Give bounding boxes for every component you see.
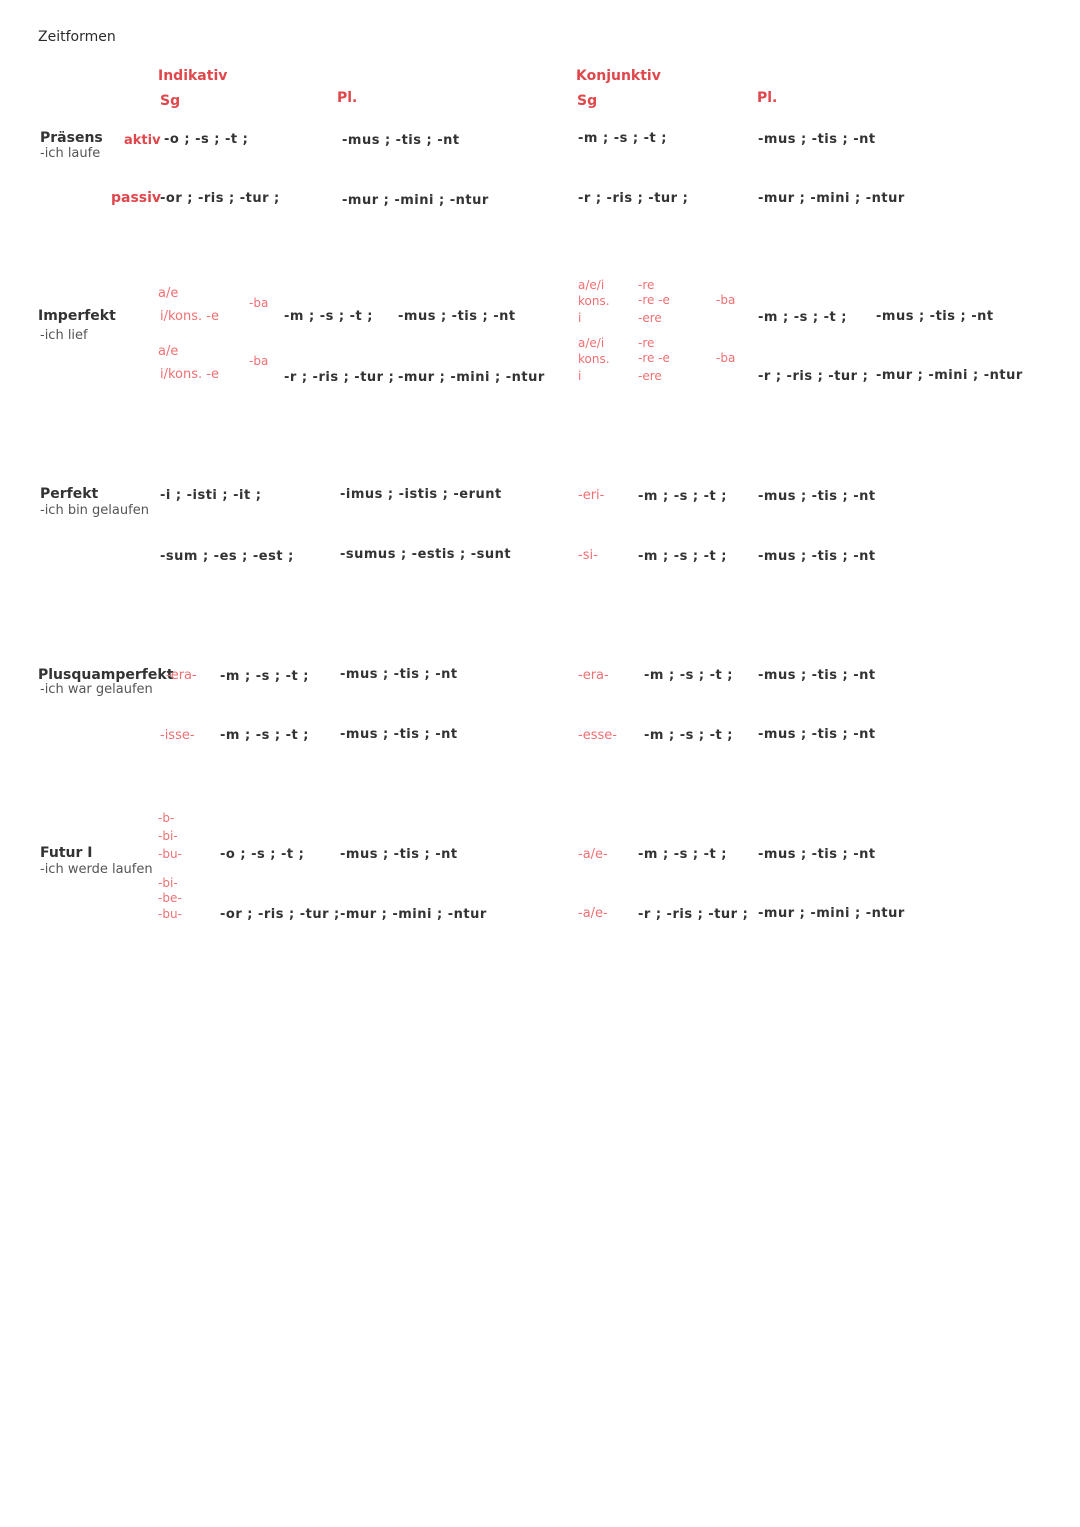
sg-header-konjunktiv: Sg	[577, 93, 598, 109]
plusquamperfekt-ind-passiv-pl: -mus ; -tis ; -nt	[340, 727, 458, 742]
plusquamperfekt-konj-aktiv-pl: -mus ; -tis ; -nt	[758, 668, 876, 683]
futur-ind-aktiv-pl: -mus ; -tis ; -nt	[340, 847, 458, 862]
perfekt-konj-marker-1: -eri-	[578, 488, 605, 503]
perfekt-ind-aktiv-pl: -imus ; -istis ; -erunt	[340, 487, 502, 502]
voice-label-aktiv: aktiv	[124, 133, 161, 148]
imperfekt-konj-re-1b: -re -e	[638, 293, 670, 307]
praesens-ind-aktiv-pl: -mus ; -tis ; -nt	[342, 133, 460, 148]
imperfekt-konj-re-2a: -re	[638, 336, 655, 350]
praesens-ind-aktiv-sg: -o ; -s ; -t ;	[164, 132, 249, 147]
imperfekt-konj-stem-1b: kons.	[578, 294, 610, 308]
pl-header-konjunktiv: Pl.	[757, 90, 778, 106]
imperfekt-konj-stem-2c: i	[578, 369, 582, 383]
imperfekt-konj-passiv-pl: -mur ; -mini ; -ntur	[876, 368, 1023, 383]
futur-marker-2a: -bi-	[158, 876, 178, 890]
futur-marker-1a: -b-	[158, 811, 175, 825]
futur-ind-passiv-pl: -mur ; -mini ; -ntur	[340, 907, 487, 922]
perfekt-konj-aktiv-sg: -m ; -s ; -t ;	[638, 489, 727, 504]
futur-marker-2c: -bu-	[158, 907, 182, 921]
tense-sub-futur: -ich werde laufen	[40, 862, 153, 877]
imperfekt-konj-stem-2b: kons.	[578, 352, 610, 366]
imperfekt-konj-stem-1c: i	[578, 311, 582, 325]
perfekt-ind-aktiv-sg: -i ; -isti ; -it ;	[160, 488, 262, 503]
praesens-ind-passiv-pl: -mur ; -mini ; -ntur	[342, 193, 489, 208]
perfekt-ind-passiv-pl: -sumus ; -estis ; -sunt	[340, 547, 512, 562]
futur-konj-aktiv-pl: -mus ; -tis ; -nt	[758, 847, 876, 862]
imperfekt-konj-stem-2a: a/e/i	[578, 336, 605, 350]
imperfekt-konj-aktiv-pl: -mus ; -tis ; -nt	[876, 309, 994, 324]
imperfekt-ind-cons-1: i/kons. -e	[160, 309, 219, 324]
tense-label-plusquamperfekt: Plusquamperfekt	[38, 667, 174, 683]
futur-konj-passiv-sg: -r ; -ris ; -tur ;	[638, 907, 749, 922]
plusquamperfekt-konj-marker-1: -era-	[578, 668, 609, 683]
plusquamperfekt-konj-passiv-pl: -mus ; -tis ; -nt	[758, 727, 876, 742]
plusquamperfekt-konj-passiv-sg: -m ; -s ; -t ;	[644, 728, 733, 743]
futur-marker-2b: -be-	[158, 891, 182, 905]
futur-konj-passiv-pl: -mur ; -mini ; -ntur	[758, 906, 905, 921]
imperfekt-ind-passiv-pl: -mur ; -mini ; -ntur	[398, 370, 545, 385]
imperfekt-ind-aktiv-pl: -mus ; -tis ; -nt	[398, 309, 516, 324]
tense-sub-imperfekt: -ich lief	[40, 328, 88, 343]
praesens-konj-passiv-pl: -mur ; -mini ; -ntur	[758, 191, 905, 206]
futur-marker-1b: -bi-	[158, 829, 178, 843]
imperfekt-ind-ba-2: -ba	[249, 354, 269, 368]
imperfekt-ind-cons-2: i/kons. -e	[160, 367, 219, 382]
perfekt-konj-marker-2: -si-	[578, 548, 598, 563]
praesens-konj-aktiv-pl: -mus ; -tis ; -nt	[758, 132, 876, 147]
plusquamperfekt-konj-aktiv-sg: -m ; -s ; -t ;	[644, 668, 733, 683]
imperfekt-konj-ba-2: -ba	[716, 351, 736, 365]
praesens-ind-passiv-sg: -or ; -ris ; -tur ;	[160, 191, 280, 206]
imperfekt-ind-vowel-2: a/e	[158, 344, 179, 359]
tense-sub-perfekt: -ich bin gelaufen	[40, 503, 149, 518]
imperfekt-konj-re-2b: -re -e	[638, 351, 670, 365]
imperfekt-konj-stem-1a: a/e/i	[578, 278, 605, 292]
plusquamperfekt-ind-aktiv-pl: -mus ; -tis ; -nt	[340, 667, 458, 682]
futur-konj-marker-2: -a/e-	[578, 906, 608, 921]
indikativ-header: Indikativ	[158, 68, 228, 84]
tense-sub-plusquamperfekt: -ich war gelaufen	[40, 682, 153, 697]
tense-label-futur: Futur I	[40, 845, 93, 861]
plusquamperfekt-ind-passiv-sg: -m ; -s ; -t ;	[220, 728, 309, 743]
pl-header-indikativ: Pl.	[337, 90, 358, 106]
page-title: Zeitformen	[38, 29, 116, 45]
imperfekt-konj-re-2c: -ere	[638, 369, 662, 383]
sg-header-indikativ: Sg	[160, 93, 181, 109]
imperfekt-konj-aktiv-sg: -m ; -s ; -t ;	[758, 310, 847, 325]
futur-marker-1c: -bu-	[158, 847, 182, 861]
tense-label-imperfekt: Imperfekt	[38, 308, 116, 324]
imperfekt-konj-re-1c: -ere	[638, 311, 662, 325]
imperfekt-ind-vowel-1: a/e	[158, 286, 179, 301]
praesens-konj-aktiv-sg: -m ; -s ; -t ;	[578, 131, 667, 146]
perfekt-konj-passiv-pl: -mus ; -tis ; -nt	[758, 549, 876, 564]
futur-ind-aktiv-sg: -o ; -s ; -t ;	[220, 847, 305, 862]
perfekt-konj-aktiv-pl: -mus ; -tis ; -nt	[758, 489, 876, 504]
perfekt-ind-passiv-sg: -sum ; -es ; -est ;	[160, 549, 294, 564]
plusquamperfekt-ind-marker-1: -era-	[166, 668, 197, 683]
plusquamperfekt-ind-marker-2: -isse-	[160, 728, 195, 743]
praesens-konj-passiv-sg: -r ; -ris ; -tur ;	[578, 191, 689, 206]
futur-ind-passiv-sg: -or ; -ris ; -tur ;	[220, 907, 340, 922]
futur-konj-aktiv-sg: -m ; -s ; -t ;	[638, 847, 727, 862]
tense-sub-praesens: -ich laufe	[40, 146, 101, 161]
perfekt-konj-passiv-sg: -m ; -s ; -t ;	[638, 549, 727, 564]
konjunktiv-header: Konjunktiv	[576, 68, 661, 84]
imperfekt-ind-passiv-sg: -r ; -ris ; -tur ;	[284, 370, 395, 385]
imperfekt-ind-aktiv-sg: -m ; -s ; -t ;	[284, 309, 373, 324]
imperfekt-konj-ba-1: -ba	[716, 293, 736, 307]
imperfekt-ind-ba-1: -ba	[249, 296, 269, 310]
voice-label-passiv: passiv	[111, 190, 162, 206]
tense-label-perfekt: Perfekt	[40, 486, 99, 502]
futur-konj-marker-1: -a/e-	[578, 847, 608, 862]
tense-label-praesens: Präsens	[40, 130, 103, 146]
plusquamperfekt-konj-marker-2: -esse-	[578, 728, 617, 743]
plusquamperfekt-ind-aktiv-sg: -m ; -s ; -t ;	[220, 669, 309, 684]
imperfekt-konj-passiv-sg: -r ; -ris ; -tur ;	[758, 369, 869, 384]
imperfekt-konj-re-1a: -re	[638, 278, 655, 292]
